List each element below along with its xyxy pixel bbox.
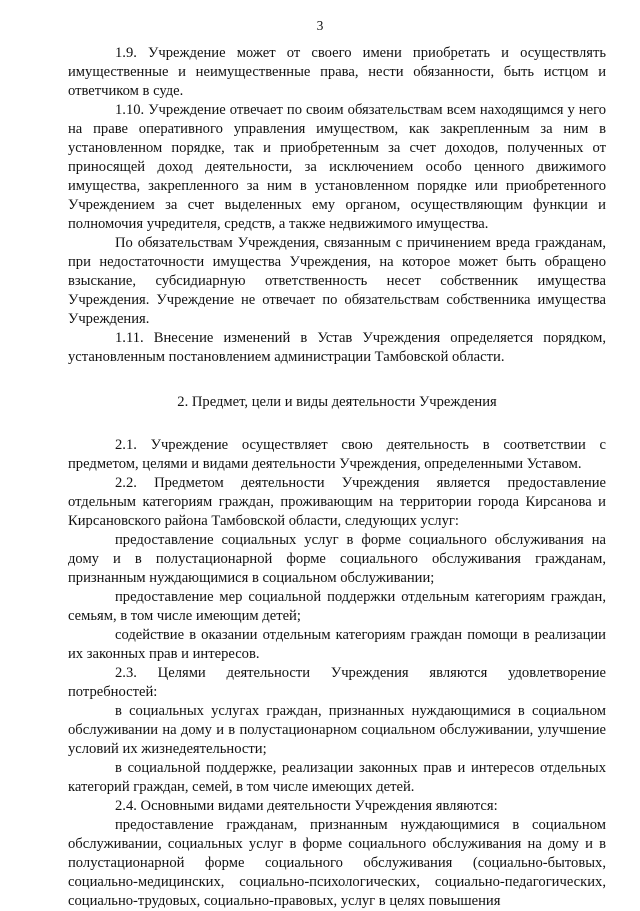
paragraph-2-2-item-3: содействие в оказании отдельным категориям граждан помощи в реализации их законных прав и интересов. — [68, 627, 606, 662]
body-text-top — [68, 44, 606, 367]
paragraph-2-3: 2.3. Целями деятельности Учреждения являются удовлетворение потребностей: — [68, 665, 606, 700]
paragraph-2-2: 2.2. Предметом деятельности Учреждения является предоставление отдельным категориям граждан, проживающим на территории города Кирсанова и Кирсановского района Тамбовской области, следующих услуг: — [68, 475, 606, 529]
paragraph-2-2-item-1: предоставление социальных услуг в форме социального обслуживания на дому и в полустационарной форме социального обслуживания гражданам, признанным нуждающимися в социальном обслуживании; — [68, 532, 606, 586]
paragraph-1-10: 1.10. Учреждение отвечает по своим обязательствам всем находящимся у него на праве оперативного управления имуществом, как закрепленным за ним в установленном порядке, так и приобретенным за счет доходов, полученных от приносящей доход деятельности, за исключением особо ценного движимого имущества, закрепленного за ним в установленном порядке или приобретенного Учреждением за счет выделенных ему органом, осуществляющим функции и полномочия учредителя, средств, а также недвижимого имущества. — [68, 102, 606, 232]
paragraph-2-4: 2.4. Основными видами деятельности Учреждения являются: — [115, 798, 498, 814]
paragraph-2-3-item-1: в социальных услугах граждан, признанных нуждающимися в социальном обслуживании на дому и в полустационарном социальном обслуживании, улучшение условий их жизнедеятельности; — [68, 703, 606, 757]
paragraph-liability: По обязательствам Учреждения, связанным с причинением вреда гражданам, при недостаточности имущества Учреждения, на которое может быть обращено взыскание, субсидиарную ответственность несет собственник имущества Учреждения. Учреждение не отвечает по обязательствам собственника имущества Учреждения. — [68, 235, 606, 327]
paragraph-2-1: 2.1. Учреждение осуществляет свою деятельность в соответствии с предметом, целями и видами деятельности Учреждения, определенными Уставом. — [68, 437, 606, 472]
paragraph-2-2-item-2: предоставление мер социальной поддержки отдельным категориям граждан, семьям, в том числе имеющим детей; — [68, 589, 606, 624]
page-number: 3 — [316, 18, 324, 33]
paragraph-1-11: 1.11. Внесение изменений в Устав Учреждения определяется порядком, установленным постановлением администрации Тамбовской области. — [68, 330, 606, 365]
body-text-bottom — [68, 436, 606, 911]
paragraph-2-4-item-1: предоставление гражданам, признанным нуждающимися в социальном обслуживании, социальных услуг в форме социального обслуживания на дому и в полустационарной форме социального обслуживания (социально-бытовых, социально-медицинских, социально-психологических, социально-педагогических, социально-трудовых, социально-правовых, услуг в целях повышения — [68, 817, 606, 909]
paragraph-2-3-item-2: в социальной поддержке, реализации законных прав и интересов отдельных категорий граждан, семей, в том числе имеющих детей. — [68, 760, 606, 795]
section-heading: 2. Предмет, цели и виды деятельности Учреждения — [177, 394, 497, 410]
paragraph-1-9: 1.9. Учреждение может от своего имени приобретать и осуществлять имущественные и неимущественные права, нести обязанности, быть истцом и ответчиком в суде. — [68, 45, 606, 99]
